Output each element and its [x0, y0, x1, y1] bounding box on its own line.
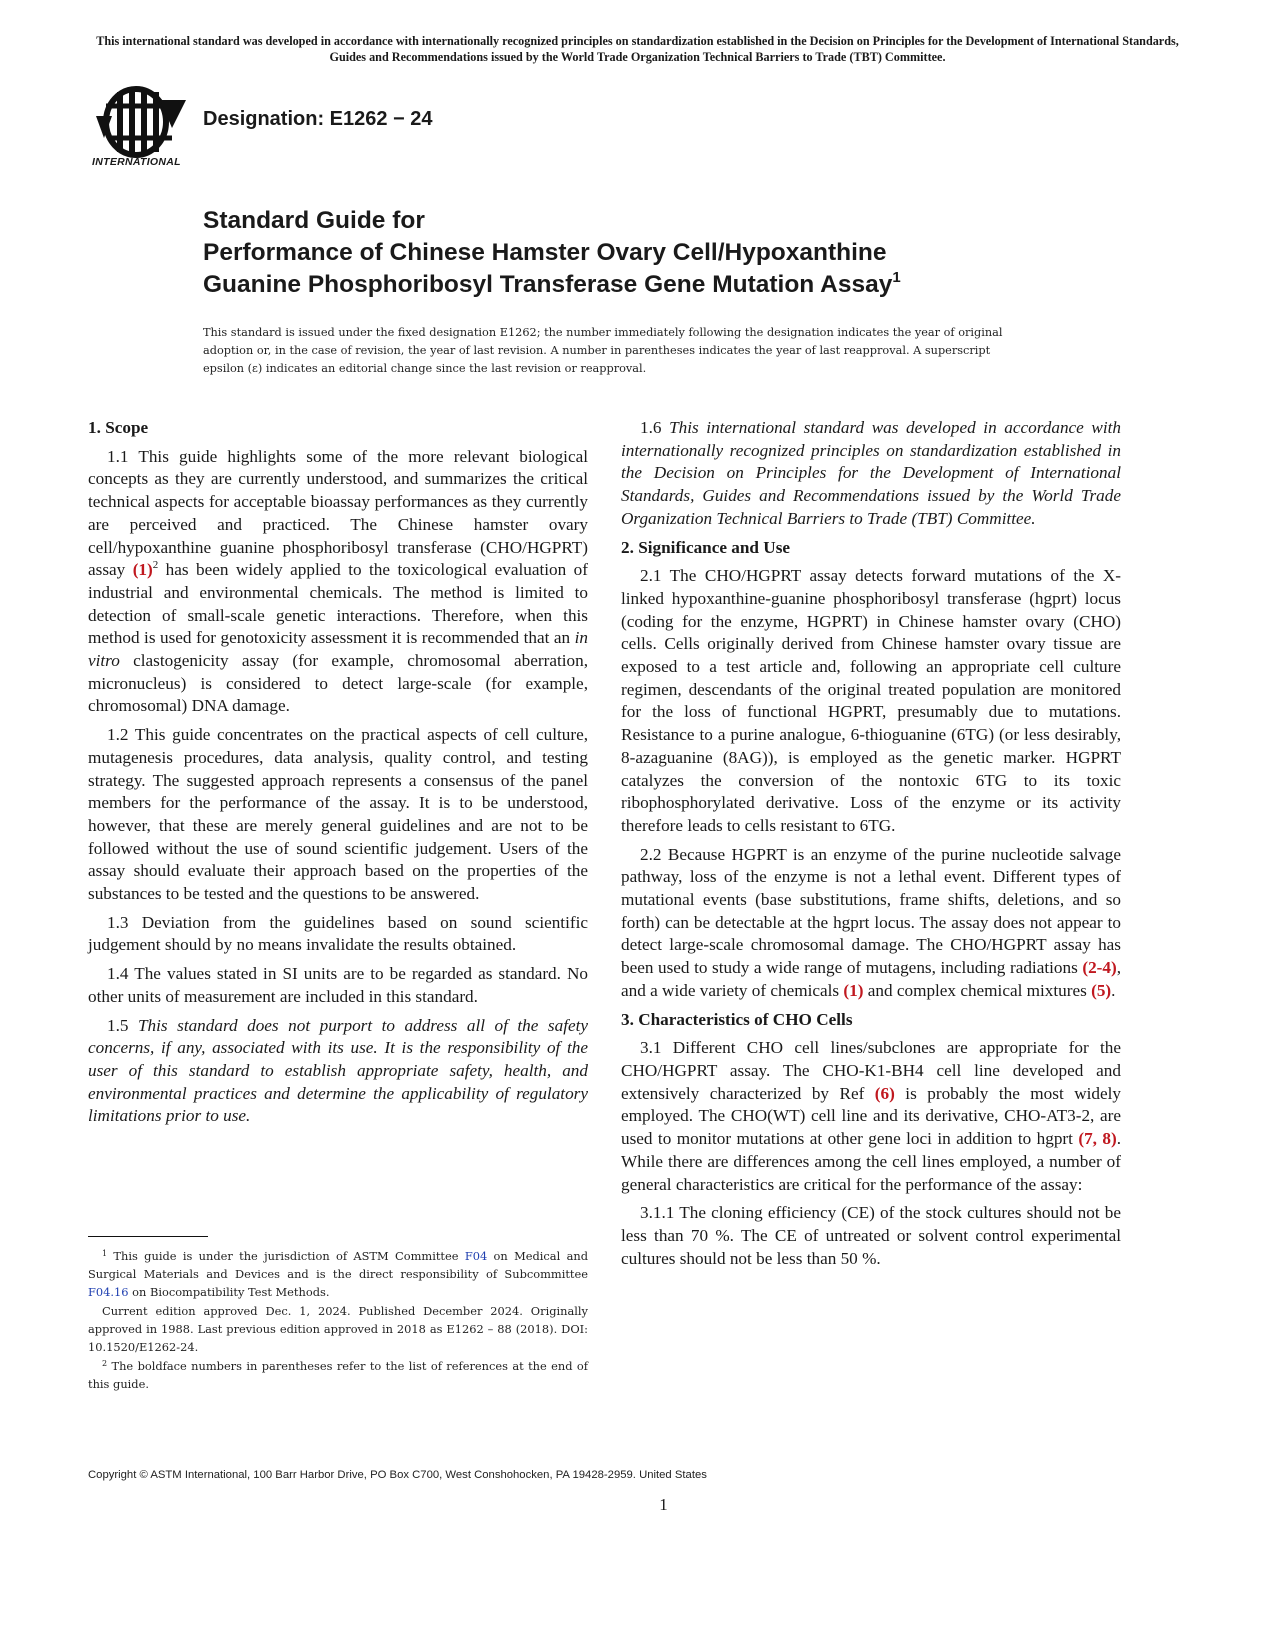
p2-2-text-a: 2.2 Because HGPRT is an enzyme of the purine nucleotide salvage pathway, loss of the enzyme is not a lethal event. Different types of mutational events (base substitutions, frame shifts, deletions, and so forth) can be detectable at the hgprt locus. The assay does not appear to detect large-scale chromosomal damage. The CHO/HGPRT assay has been used to study a wide range of mutagens, including radiations: [621, 844, 1121, 978]
astm-logo: [92, 86, 192, 171]
footnotes: [88, 1247, 588, 1394]
paragraph-2-1: 2.1 The CHO/HGPRT assay detects forward mutations of the X-linked hypoxanthine-guanine phosphoribosyl transferase (hgprt) locus (coding for the enzyme, HGPRT) in Chinese hamster ovary (CHO) cells. Cells originally derived from Chinese hamster ovary tissue are exposed to a test article and, following an appropriate cell culture regimen, descendants of the original treated population are monitored for the loss of functional HGPRT, presumably due to mutations. Resistance to a purine analogue, 6-thioguanine (6TG) (or less desirably, 8-azaguanine (8AG)), is employed as the genetic marker. HGPRT catalyzes the conversion of the nontoxic 6TG to its toxic ribophosphorylated derivative. Loss of the enzyme or its activity therefore leads to cells resistant to 6TG.: [621, 566, 1121, 835]
p1-5-number: 1.5: [107, 1015, 138, 1035]
footnote-1-text-a: This guide is under the jurisdiction of ASTM Committee: [107, 1249, 465, 1263]
paragraph-1-4: 1.4 The values stated in SI units are to be regarded as standard. No other units of measurement are included in this standard.: [88, 964, 588, 1006]
footnote-1: [88, 1247, 588, 1301]
p1-6-text: This international standard was developed in accordance with internationally recognized principles on standardization established in the Decision on Principles for the Development of International Standards, Guides and Recommendations issued by the World Trade Organization Technical Barriers to Trade (TBT) Committee.: [621, 418, 1121, 528]
p1-1-text-a: 1.1 This guide highlights some of the more relevant biological concepts as they are currently understood, and summarizes the critical technical aspects for acceptable bioassay performances as they currently are perceived and practiced. The Chinese hamster ovary cell/hypoxanthine guanine phosphoribosyl transferase (CHO/HGPRT) assay: [88, 446, 588, 580]
reference-link-5[interactable]: (5): [1091, 980, 1112, 1000]
edition-note: Current edition approved Dec. 1, 2024. Published December 2024. Originally approved in 1988. Last previous edition approved in 2018 as E1262 – 88 (2018). DOI: 10.1520/E1262-24.: [88, 1304, 588, 1354]
footnote-1-text-c: on Biocompatibility Test Methods.: [128, 1285, 330, 1299]
title-line-3: [203, 269, 1203, 301]
title-line-2: Performance of Chinese Hamster Ovary Cell/Hypoxanthine: [203, 239, 887, 266]
left-column: [88, 417, 588, 1134]
p1-1-italic: in vitro: [88, 628, 588, 671]
p1-5-text: This standard does not purport to address all of the safety concerns, if any, associated with its use. It is the responsibility of the user of this standard to establish appropriate safety, health, and environmental practices and determine the applicability of regulatory limitations prior to use.: [88, 1015, 589, 1126]
footnote-2-text: The boldface numbers in parentheses refer to the list of references at the end of this guide.: [88, 1359, 588, 1391]
issue-note: This standard is issued under the fixed designation E1262; the number immediately following the designation indicates the year of original adoption or, in the case of revision, the year of last revision. A number in parentheses indicates the year of last reapproval. A superscript epsilon (ε) indicates an editorial change since the last revision or reapproval.: [203, 326, 1003, 375]
paragraph-1-1: [88, 446, 588, 718]
p1-6-number: 1.6: [640, 418, 670, 437]
subcommittee-link-f04-16[interactable]: F04.16: [88, 1285, 129, 1299]
section-2-heading: 2. Significance and Use: [621, 537, 791, 557]
paragraph-2-2: [621, 844, 1121, 1003]
reference-link-2-4[interactable]: (2-4): [1082, 958, 1117, 978]
footnote-divider: [88, 1236, 208, 1237]
footnote-1-text-b: on Medical and Surgical Materials and Devices and is the direct responsibility of Subcommittee: [88, 1249, 588, 1281]
designation: Designation: E1262 − 24: [203, 108, 433, 130]
title-line-3-text: Guanine Phosphoribosyl Transferase Gene Mutation Assay: [203, 271, 893, 298]
paragraph-3-1-1: 3.1.1 The cloning efficiency (CE) of the stock cultures should not be less than 70 %. The CE of untreated or solvent control experimental cultures should not be less than 50 %.: [621, 1203, 1121, 1268]
paragraph-1-6: [621, 417, 1121, 531]
reference-link-1[interactable]: (1): [132, 560, 153, 580]
logo-text: INTERNATIONAL: [92, 156, 181, 168]
footnote-mark-2: 2: [152, 559, 159, 572]
footnote-2: [88, 1357, 588, 1393]
reference-link-6[interactable]: (6): [874, 1083, 895, 1103]
p3-1-text-c: . While there are differences among the cell lines employed, a number of general characteristics are critical for the performance of the assay:: [621, 1129, 1121, 1194]
footnote-1-mark: 1: [102, 1249, 108, 1258]
paragraph-1-3: 1.3 Deviation from the guidelines based on sound scientific judgement should by no means invalidate the results obtained.: [88, 912, 588, 955]
p1-1-text-b: has been widely applied to the toxicological evaluation of industrial and environmental chemicals. The method is limited to detection of small-scale genetic interactions. Therefore, when this method is used for genotoxicity assessment it is recommended that an: [88, 560, 588, 648]
right-column: [621, 417, 1121, 1276]
committee-link-f04[interactable]: F04: [464, 1249, 488, 1263]
footnote-2-mark: 2: [102, 1359, 108, 1368]
reference-link-7-8[interactable]: (7, 8): [1078, 1129, 1117, 1149]
reference-link-1[interactable]: (1): [843, 980, 864, 1000]
international-standard-notice: This international standard was developed in accordance with internationally recognized principles on standardization established in the Decision on Principles for the Development of International Standards, Guides and Recommendations issued by the World Trade Organization Technical Barriers to Trade (TBT) Committee.: [96, 34, 1179, 64]
section-3-heading: 3. Characteristics of CHO Cells: [621, 1009, 853, 1029]
title-line-1: Standard Guide for: [203, 207, 425, 234]
p1-1-text-c: clastogenicity assay (for example, chromosomal aberration, micronucleus) is considered to detect large-scale (for example, chromosomal) DNA damage.: [88, 651, 588, 716]
copyright-line: Copyright © ASTM International, 100 Barr Harbor Drive, PO Box C700, West Conshohocken, PA 19428-2959. United States: [88, 1469, 707, 1481]
p2-2-text-c: and complex chemical mixtures: [863, 980, 1092, 1000]
p2-2-text-d: .: [1111, 980, 1116, 1000]
paragraph-1-5: [88, 1015, 588, 1129]
section-1-heading: 1. Scope: [88, 418, 149, 437]
paragraph-3-1: [621, 1037, 1121, 1196]
document-title: [203, 205, 1203, 301]
page-number: 1: [659, 1495, 668, 1514]
p2-2-text-b: , and a wide variety of chemicals: [621, 958, 1121, 1000]
title-footnote-mark: 1: [892, 269, 901, 286]
paragraph-1-2: 1.2 This guide concentrates on the practical aspects of cell culture, mutagenesis procedures, data analysis, quality control, and testing strategy. The suggested approach represents a consensus of the panel members for the performance of the assay. It is to be understood, however, that these are merely general guidelines and are not to be followed without the use of sound scientific judgement. Users of the assay should evaluate their approach based on the properties of the substances to be tested and the questions to be answered.: [88, 725, 588, 904]
p3-1-text-a: 3.1 Different CHO cell lines/subclones are appropriate for the CHO/HGPRT assay. The CHO-K1-BH4 cell line developed and extensively characterized by Ref: [621, 1038, 1121, 1103]
p3-1-text-b: is probably the most widely employed. The CHO(WT) cell line and its derivative, CHO-AT3-2, are used to monitor mutations at other gene loci in addition to hgprt: [621, 1083, 1121, 1149]
